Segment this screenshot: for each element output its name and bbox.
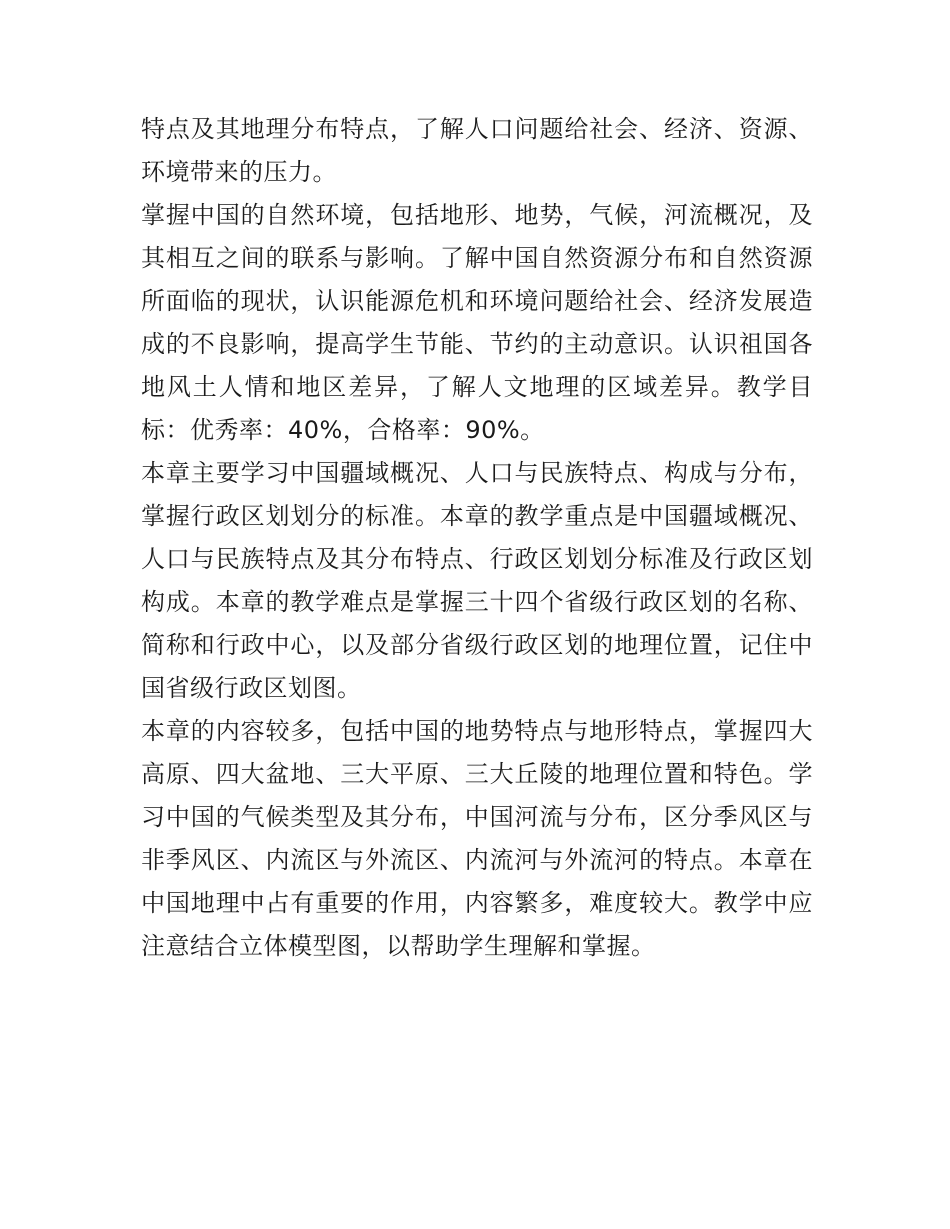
paragraph-population: 特点及其地理分布特点，了解人口问题给社会、经济、资源、环境带来的压力。 [141,115,813,186]
document-body [141,108,813,968]
paragraph-territory-population: 本章主要学习中国疆域概况、人口与民族特点、构成与分布，掌握行政区划划分的标准。本章的教学重点是中国疆域概况、人口与民族特点及其分布特点、行政区划划分标准及行政区划构成。本章的教学难点是掌握三十四个省级行政区划的名称、简称和行政中心，以及部分省级行政区划的地理位置，记住中国省级行政区划图。 [141,459,813,702]
paragraph-terrain-climate: 本章的内容较多，包括中国的地势特点与地形特点，掌握四大高原、四大盆地、三大平原、三大丘陵的地理位置和特色。学习中国的气候类型及其分布，中国河流与分布，区分季风区与非季风区、内流区与外流区、内流河与外流河的特点。本章在中国地理中占有重要的作用，内容繁多，难度较大。教学中应注意结合立体模型图，以帮助学生理解和掌握。 [141,717,813,960]
paragraph-natural-environment: 掌握中国的自然环境，包括地形、地势，气候，河流概况，及其相互之间的联系与影响。了解中国自然资源分布和自然资源所面临的现状，认识能源危机和环境问题给社会、经济发展造成的不良影响，提高学生节能、节约的主动意识。认识祖国各地风土人情和地区差异，了解人文地理的区域差异。教学目标：优秀率：40%，合格率：90%。 [141,201,813,444]
